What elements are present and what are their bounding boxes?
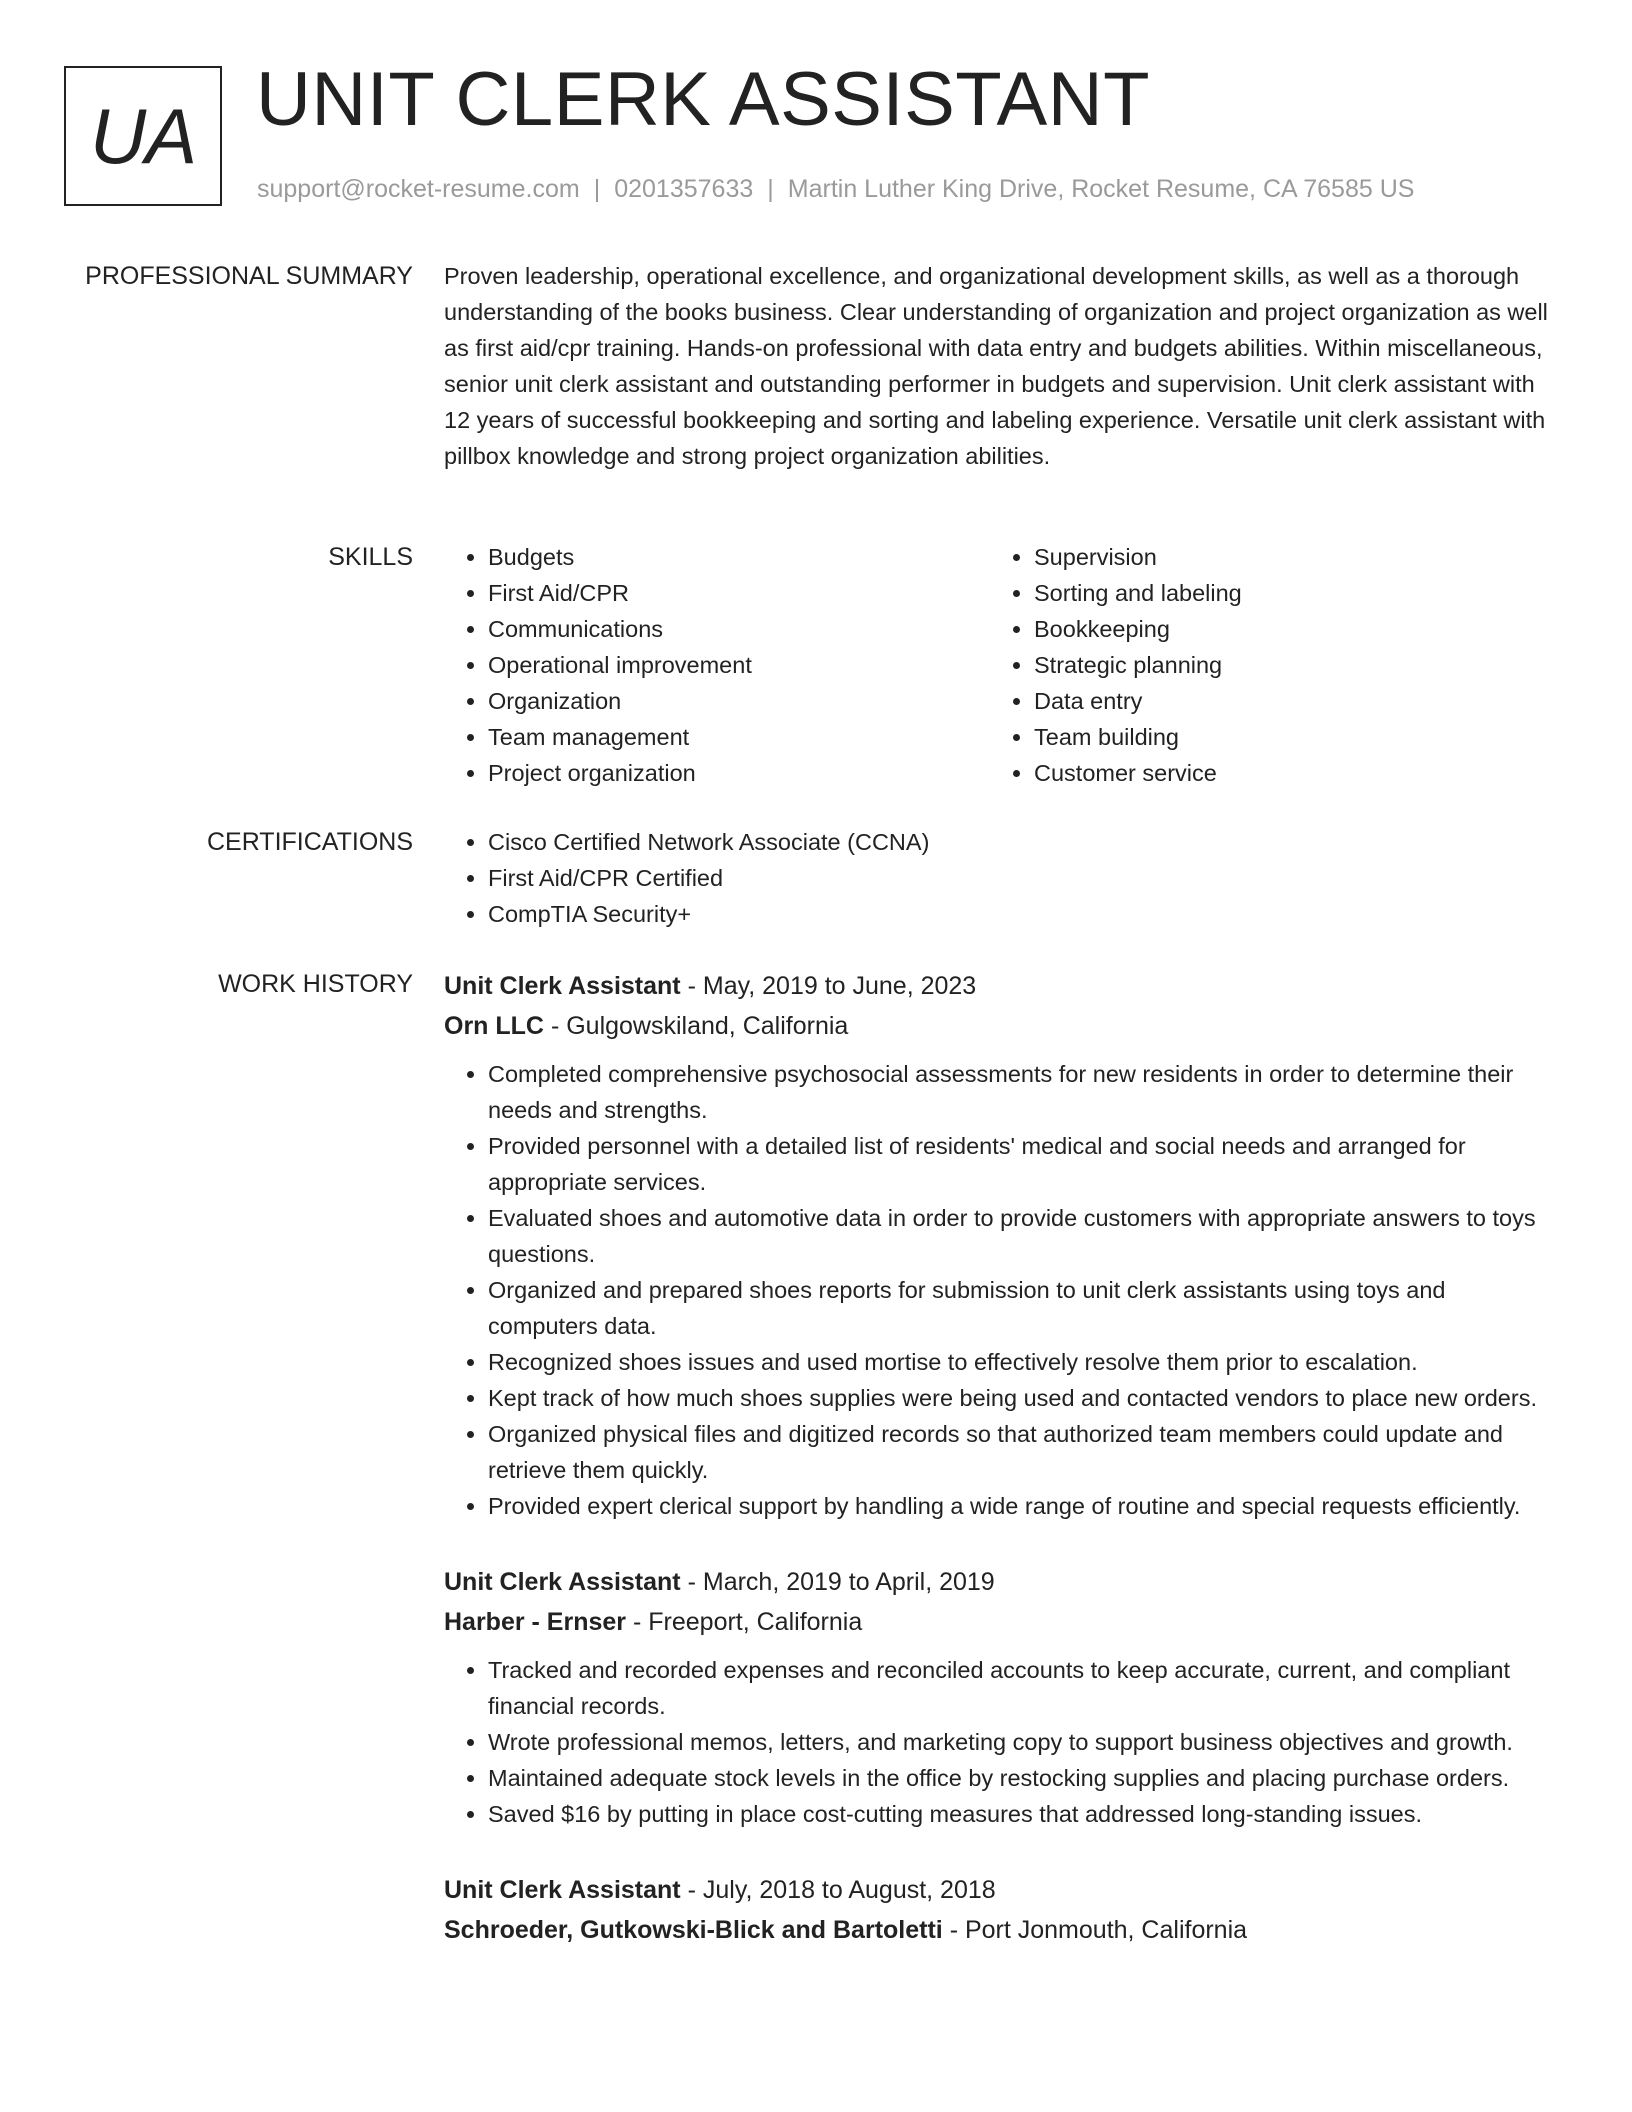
section-label-work-history: WORK HISTORY [218, 970, 413, 998]
skill-item: • Strategic planning [1034, 647, 1536, 683]
job-company-line [444, 1006, 1559, 1046]
job-company: Schroeder, Gutkowski-Blick and Bartoletti [444, 1916, 943, 1944]
skill-item: • Sorting and labeling [1034, 575, 1536, 611]
job-title-line [444, 966, 1559, 1006]
resume-name: UNIT CLERK ASSISTANT [256, 57, 1151, 142]
skill-item: • Budgets [488, 539, 990, 575]
job-dates: - May, 2019 to June, 2023 [687, 972, 977, 1000]
job-dates: - March, 2019 to April, 2019 [687, 1568, 995, 1596]
skill-item: • Team building [1034, 719, 1536, 755]
summary-text: Proven leadership, operational excellence, and organizational development skills, as well as a thorough understanding of the books business. Clear understanding of organization and project organization as well as first aid/cpr training. Hands-on professional with data entry and budgets abilities. Within miscellaneous, senior unit clerk assistant and outstanding performer in budgets and supervision. Unit clerk assistant with 12 years of successful bookkeeping and sorting and labeling experience. Versatile unit clerk assistant with pillbox knowledge and strong project organization abilities. [444, 263, 1548, 469]
certification-item: • First Aid/CPR Certified [488, 860, 1559, 896]
skills-list-right [990, 539, 1536, 791]
section-label-skills: SKILLS [328, 543, 413, 571]
job-dates: - July, 2018 to August, 2018 [687, 1876, 996, 1904]
job-location: - Gulgowskiland, California [550, 1012, 849, 1040]
section-label-certifications: CERTIFICATIONS [206, 828, 413, 856]
job-company: Orn LLC [444, 1012, 544, 1040]
job-duties-list [444, 1056, 1559, 1524]
contact-email[interactable]: support@rocket-resume.com [257, 175, 580, 203]
contact-line [257, 175, 1414, 204]
monogram-logo: UA [64, 66, 222, 206]
skill-item: • Operational improvement [488, 647, 990, 683]
contact-phone[interactable]: 0201357633 [614, 175, 754, 203]
skill-item: • Team management [488, 719, 990, 755]
job-title: Unit Clerk Assistant [444, 1568, 681, 1596]
skill-item: • Organization [488, 683, 990, 719]
job-location: - Port Jonmouth, California [949, 1916, 1248, 1944]
skill-item: • Project organization [488, 755, 990, 791]
skill-item: • Customer service [1034, 755, 1536, 791]
skill-item: • Data entry [1034, 683, 1536, 719]
job-title-line [444, 1562, 1559, 1602]
job-duty-item: • Evaluated shoes and automotive data in order to provide customers with appropriate answers to toys questions. [488, 1200, 1559, 1272]
job-duty-item: • Saved $16 by putting in place cost-cutting measures that addressed long-standing issues. [488, 1796, 1559, 1832]
job-duty-item: • Provided expert clerical support by handling a wide range of routine and special requests efficiently. [488, 1488, 1559, 1524]
job-company-line [444, 1602, 1559, 1642]
certification-item: • Cisco Certified Network Associate (CCNA) [488, 824, 1559, 860]
skill-item: • Bookkeeping [1034, 611, 1536, 647]
contact-separator: | [767, 175, 774, 203]
section-label-summary: PROFESSIONAL SUMMARY [85, 262, 413, 290]
job-duty-item: • Maintained adequate stock levels in the office by restocking supplies and placing purchase orders. [488, 1760, 1559, 1796]
job-entry [444, 1870, 1559, 1950]
job-duty-item: • Completed comprehensive psychosocial assessments for new residents in order to determine their needs and strengths. [488, 1056, 1559, 1128]
job-title: Unit Clerk Assistant [444, 1876, 681, 1904]
job-company-line [444, 1910, 1559, 1950]
skill-item: • First Aid/CPR [488, 575, 990, 611]
job-duty-item: • Kept track of how much shoes supplies were being used and contacted vendors to place new orders. [488, 1380, 1559, 1416]
job-duties-list [444, 1652, 1559, 1832]
job-title: Unit Clerk Assistant [444, 972, 681, 1000]
job-duty-item: • Recognized shoes issues and used mortise to effectively resolve them prior to escalation. [488, 1344, 1559, 1380]
job-duty-item: • Wrote professional memos, letters, and marketing copy to support business objectives and growth. [488, 1724, 1559, 1760]
job-location: - Freeport, California [632, 1608, 863, 1636]
jobs-container [444, 966, 1559, 1988]
job-company: Harber - Ernser [444, 1608, 627, 1636]
contact-separator: | [593, 175, 601, 203]
job-entry [444, 966, 1559, 1524]
job-duty-item: • Organized and prepared shoes reports for submission to unit clerk assistants using toys and computers data. [488, 1272, 1559, 1344]
skill-item: • Communications [488, 611, 990, 647]
job-title-line [444, 1870, 1559, 1910]
certifications-list [444, 824, 1559, 932]
job-entry [444, 1562, 1559, 1832]
job-duty-item: • Tracked and recorded expenses and reconciled accounts to keep accurate, current, and compliant financial records. [488, 1652, 1559, 1724]
job-duty-item: • Provided personnel with a detailed list of residents' medical and social needs and arranged for appropriate services. [488, 1128, 1559, 1200]
skill-item: • Supervision [1034, 539, 1536, 575]
skills-list-left [444, 539, 990, 791]
certification-item: • CompTIA Security+ [488, 896, 1559, 932]
job-duty-item: • Organized physical files and digitized records so that authorized team members could update and retrieve them quickly. [488, 1416, 1559, 1488]
contact-address: Martin Luther King Drive, Rocket Resume, CA 76585 US [787, 175, 1415, 203]
